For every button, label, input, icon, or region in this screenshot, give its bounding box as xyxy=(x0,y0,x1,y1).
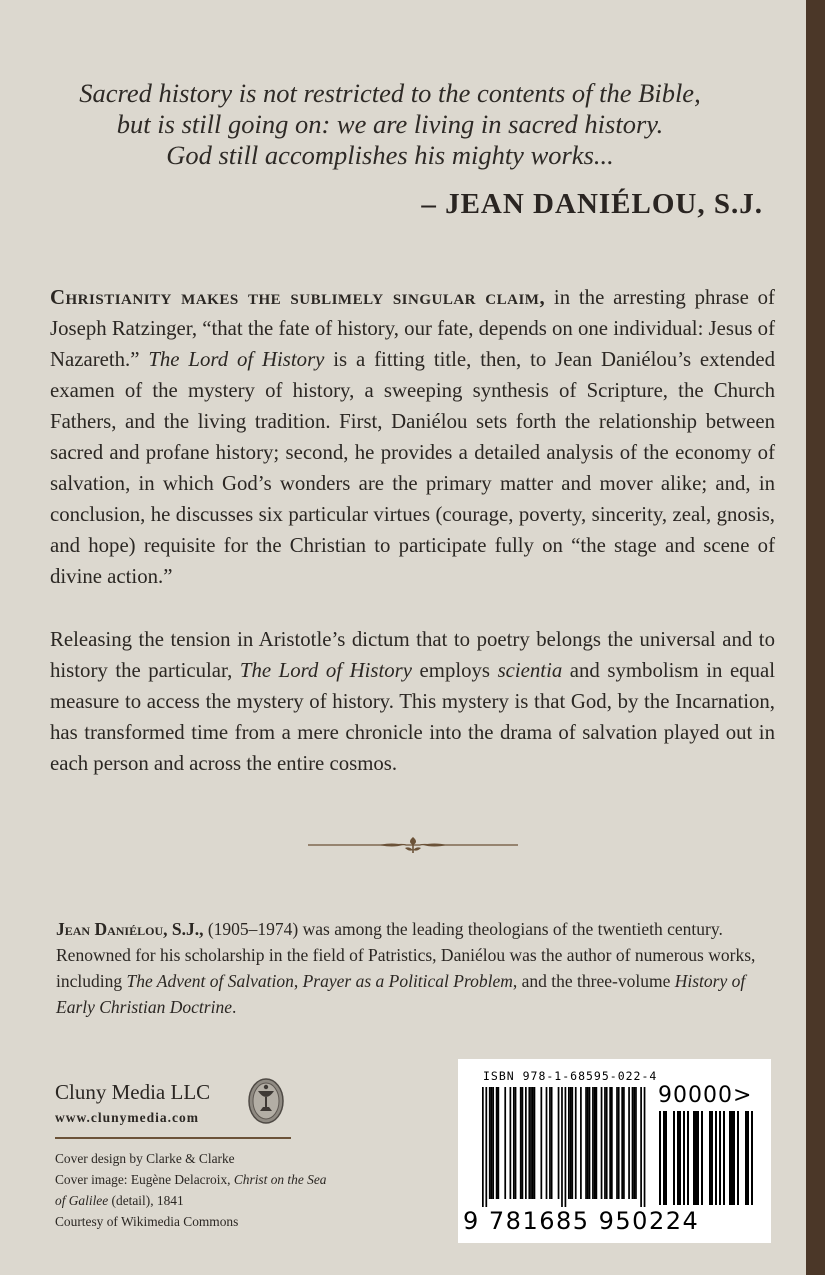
barcode-guard-bar xyxy=(640,1087,642,1207)
barcode-bar xyxy=(606,1087,608,1199)
barcode-bar xyxy=(520,1087,522,1199)
barcode-bar xyxy=(534,1087,536,1199)
barcode-bar xyxy=(513,1087,515,1199)
barcode-bar xyxy=(575,1087,577,1199)
author-name: Jean Daniélou, S.J., xyxy=(56,919,204,939)
addon-bar xyxy=(665,1111,667,1205)
chalice-seal-icon xyxy=(247,1077,285,1125)
paragraph-text: Releasing the tension in Aristotle’s dictum that to poetry belongs the universal and to history the particular, xyxy=(50,628,775,682)
addon-bar xyxy=(715,1111,717,1205)
addon-bar xyxy=(723,1111,725,1205)
addon-bar xyxy=(673,1111,675,1205)
addon-bar xyxy=(711,1111,713,1205)
addon-bar xyxy=(733,1111,735,1205)
barcode-bar xyxy=(632,1087,634,1199)
barcode-guard-bar xyxy=(565,1087,567,1207)
barcode-bar xyxy=(633,1087,635,1199)
cover-credits xyxy=(55,1148,355,1232)
barcode-bar xyxy=(585,1087,587,1199)
paragraph-text: in the arresting phrase of Joseph Ratzinger, “that the fate of history, our fate, depends on one individual: Jesus of Nazareth.” xyxy=(50,286,775,371)
barcode-bar xyxy=(549,1087,551,1199)
design-credit: Cover design by Clarke & Clarke xyxy=(55,1151,235,1166)
epigraph-quote xyxy=(60,78,720,171)
image-credit-line: Cover image: Eugène Delacroix, Christ on the Sea xyxy=(55,1172,327,1187)
barcode-digits: 9 781685 950224 xyxy=(463,1207,700,1235)
addon-bar xyxy=(701,1111,703,1205)
barcode-bar xyxy=(546,1087,548,1199)
spine-edge xyxy=(806,0,825,1275)
barcode-bar xyxy=(587,1087,589,1199)
barcode-guard-bar xyxy=(485,1087,487,1207)
barcode-bar xyxy=(491,1087,493,1199)
work-title: History of Early Christian Doctrine xyxy=(56,971,746,1017)
epigraph-attribution: – JEAN DANIÉLOU, S.J. xyxy=(421,188,763,220)
publisher-name: Cluny Media LLC xyxy=(55,1080,211,1104)
courtesy-credit: Courtesy of Wikimedia Commons xyxy=(55,1214,239,1229)
bio-text: . xyxy=(231,997,237,1017)
addon-bar xyxy=(695,1111,697,1205)
addon-bar xyxy=(729,1111,731,1205)
isbn-number: ISBN 978-1-68595-022-4 xyxy=(483,1069,658,1083)
bio-text: , xyxy=(293,971,303,991)
barcode-bar xyxy=(604,1087,606,1199)
barcode-guard-bar xyxy=(482,1087,484,1207)
barcode-bar xyxy=(522,1087,524,1199)
addon-bar xyxy=(679,1111,681,1205)
barcode-bar xyxy=(570,1087,572,1199)
paragraph-text: and symbolism in equal measure to access the mystery of history. This mystery is that God, by the Incarnation, has transformed time from a mere chronicle into the drama of salvation played out in each person and across the entire cosmos. xyxy=(50,659,775,775)
paragraph-text: is a fitting title, then, to Jean Daniélou’s extended examen of the mystery of history, a sweeping synthesis of Scripture, the Church Fathers, and the living tradition. First, Daniélou sets forth the relationship between sacred and profane history; second, he provides a detailed analysis of the economy of salvation, in which God’s wonders are the primary matter and mover alike; and, in conclusion, he discusses six particular virtues (courage, poverty, sincerity, zeal, gnosis, and hope) requisite for the Christian to participate fully on “the stage and scene of divine action.” xyxy=(50,348,775,588)
description-paragraph-2 xyxy=(50,624,775,779)
barcode-bar xyxy=(532,1087,534,1199)
addon-bar xyxy=(659,1111,661,1205)
barcode-bar xyxy=(596,1087,598,1199)
barcode-bar xyxy=(589,1087,591,1199)
addon-bar xyxy=(693,1111,695,1205)
barcode-bar xyxy=(618,1087,620,1199)
barcode-bar xyxy=(621,1087,623,1199)
addon-bar xyxy=(687,1111,689,1205)
work-title: Prayer as a Political Problem xyxy=(302,971,513,991)
book-title: The Lord of History xyxy=(148,348,325,371)
barcode-bar xyxy=(594,1087,596,1199)
latin-term: scientia xyxy=(497,659,563,682)
barcode-bar xyxy=(489,1087,491,1199)
addon-bar xyxy=(731,1111,733,1205)
addon-bar xyxy=(709,1111,711,1205)
addon-bar xyxy=(737,1111,739,1205)
barcode-bar xyxy=(601,1087,603,1199)
barcode-bar xyxy=(504,1087,506,1199)
barcode-bar xyxy=(568,1087,570,1199)
addon-bar xyxy=(677,1111,679,1205)
barcode-bar xyxy=(558,1087,560,1199)
epigraph-line: Sacred history is not restricted to the contents of the Bible, xyxy=(79,78,701,108)
addon-bar xyxy=(663,1111,665,1205)
barcode-bar xyxy=(496,1087,498,1199)
barcode-bar xyxy=(580,1087,582,1199)
publisher-rule xyxy=(55,1137,291,1139)
addon-bar xyxy=(751,1111,753,1205)
barcode-guard-bar xyxy=(561,1087,563,1207)
addon-bar xyxy=(697,1111,699,1205)
image-credit-line: of Galilee (detail), 1841 xyxy=(55,1193,184,1208)
barcode-bar xyxy=(609,1087,611,1199)
barcode-bar xyxy=(611,1087,613,1199)
bio-text: , and the three-volume xyxy=(512,971,675,991)
barcode-bar xyxy=(551,1087,553,1199)
epigraph-line: but is still going on: we are living in sacred history. xyxy=(116,109,664,139)
addon-bar xyxy=(719,1111,721,1205)
lead-in-small-caps: Christianity makes the sublimely singular claim, xyxy=(50,286,546,309)
barcode-bar xyxy=(510,1087,512,1199)
barcode-bar xyxy=(592,1087,594,1199)
barcode-bar xyxy=(530,1087,532,1199)
barcode-bar xyxy=(616,1087,618,1199)
author-bio xyxy=(56,916,772,1020)
paragraph-text: employs xyxy=(411,659,498,682)
publisher-website: www.clunymedia.com xyxy=(55,1110,199,1125)
epigraph-line: God still accomplishes his mighty works... xyxy=(166,140,614,170)
barcode-bar xyxy=(628,1087,630,1199)
addon-bar xyxy=(683,1111,685,1205)
bio-text: (1905–1974) was among the leading theologians of the twentieth century. Renowned for his scholarship in the field of Patristics, Daniélou was the author of numerous works, including xyxy=(56,919,756,991)
addon-bar xyxy=(747,1111,749,1205)
description-paragraph-1 xyxy=(50,282,775,592)
book-title: The Lord of History xyxy=(239,659,412,682)
barcode-bar xyxy=(623,1087,625,1199)
barcode-bar xyxy=(515,1087,517,1199)
barcode-bar xyxy=(540,1087,542,1199)
fleuron-divider-icon xyxy=(308,834,518,856)
barcode-guard-bar xyxy=(644,1087,646,1207)
barcode-bar xyxy=(571,1087,573,1199)
addon-bar xyxy=(745,1111,747,1205)
price-code: 90000> xyxy=(658,1083,753,1108)
barcode-bar xyxy=(525,1087,527,1199)
barcode-bar xyxy=(635,1087,637,1199)
barcode-bar xyxy=(497,1087,499,1199)
isbn-barcode xyxy=(458,1059,771,1243)
barcode-bar xyxy=(492,1087,494,1199)
barcode-bar xyxy=(528,1087,530,1199)
work-title: The Advent of Salvation xyxy=(126,971,294,991)
